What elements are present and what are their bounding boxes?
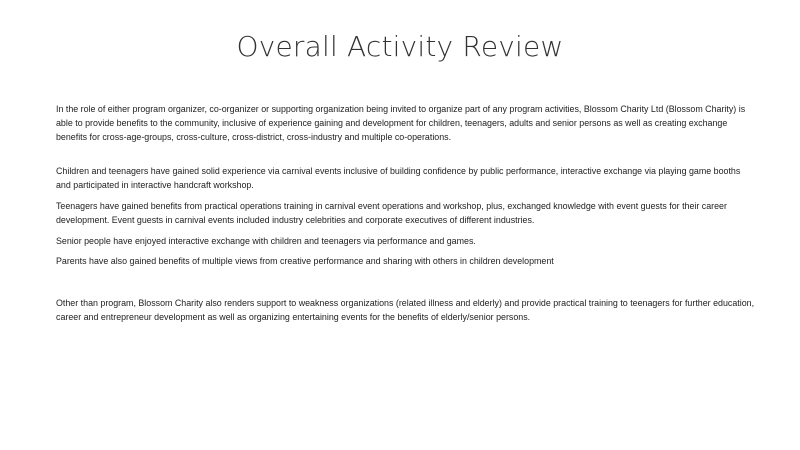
paragraph-teenagers: Teenagers have gained benefits from practical operations training in carnival event operations and workshop, plus, exchanged knowledge with event guests for their career development. Event guests in carnival events included industry celebrities and corporate executives of different industries. xyxy=(56,200,727,225)
paragraph-senior-people: Senior people have enjoyed interactive exchange with children and teenagers via performance and games. xyxy=(56,235,476,246)
paragraph-intro: In the role of either program organizer, co-organizer or supporting organization being invited to organize part of any program activities, Blossom Charity Ltd (Blossom Charity) is able to provide benefits to the community, inclusive of experience gaining and development for children, teenagers, adults and senior persons as well as creating exchange benefits for cross-age-groups, cross-culture, cross-district, cross-industry and multiple co-operations. xyxy=(56,104,746,142)
slide-body xyxy=(56,103,756,325)
paragraph-children-teenagers: Children and teenagers have gained solid experience via carnival events inclusive of building confidence by public performance, interactive exchange via playing game booths and participated in interactive handcraft workshop. xyxy=(56,166,741,191)
slide-title: Overall Activity Review xyxy=(236,30,564,63)
paragraph-other-support: Other than program, Blossom Charity also renders support to weakness organizations (related illness and elderly) and provide practical training to teenagers for further education, career and entrepreneur development as well as organizing entertaining events for the benefits of elderly/senior persons. xyxy=(56,298,755,322)
paragraph-parents: Parents have also gained benefits of multiple views from creative performance and sharing with others in children development xyxy=(56,256,554,267)
